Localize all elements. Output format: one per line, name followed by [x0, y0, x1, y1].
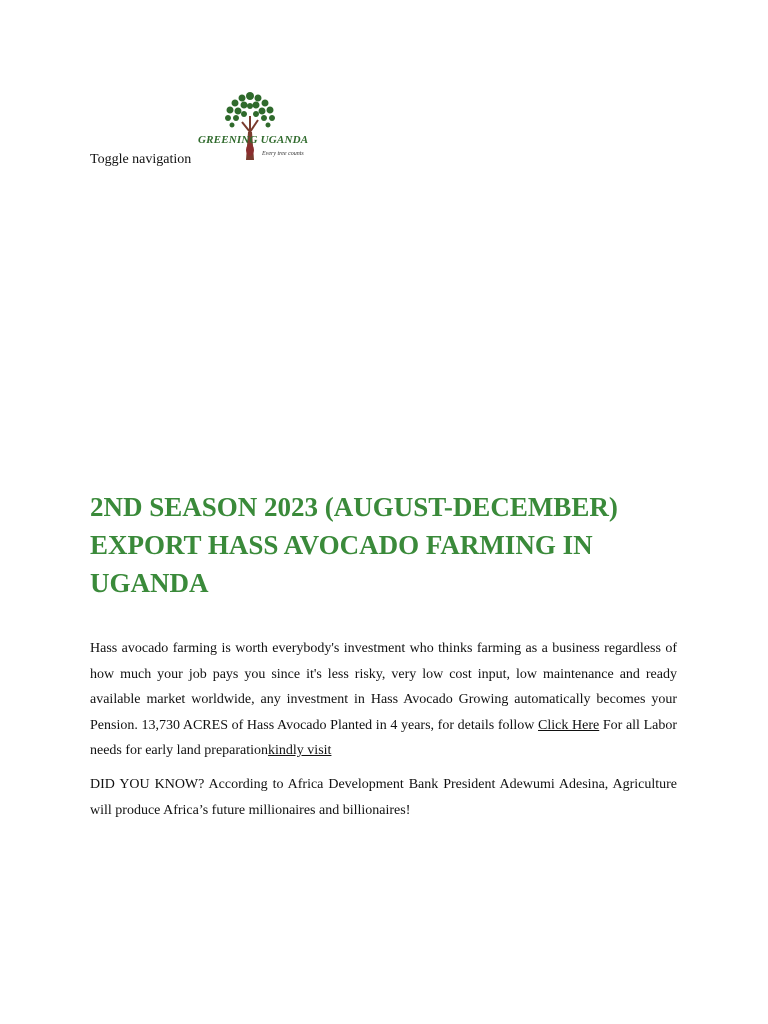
labor-text: For all Labor needs for early land preparation — [90, 717, 678, 758]
greening-uganda-logo[interactable] — [198, 88, 324, 168]
logo-wordmark: GREENING UGANDA — [198, 134, 309, 146]
kindly-visit-link[interactable]: kindly visit — [268, 743, 332, 758]
intro-paragraph — [90, 636, 677, 764]
logo-tagline: Every tree counts — [262, 151, 304, 157]
did-you-know-paragraph: DID YOU KNOW? According to Africa Development Bank President Adewumi Adesina, Agriculture will produce Africa’s future millionaires and billionaires! — [90, 777, 677, 818]
article-title: 2ND SEASON 2023 (AUGUST-DECEMBER) EXPORT HASS AVOCADO FARMING IN UGANDA — [90, 492, 618, 598]
click-here-link[interactable]: Click Here — [538, 717, 600, 733]
intro-text: Hass avocado farming is worth everybody's investment who thinks farming as a business regardless of how much your job pays you since it's less risky, very low cost input, low maintenance and ready available market worldwide, any investment in Hass Avocado Growing automatically becomes your Pension. 13,730 ACRES of Hass Avocado Planted in 4 years, for details follow — [90, 641, 677, 733]
toggle-navigation-button[interactable]: Toggle navigation — [90, 152, 192, 167]
navbar — [90, 88, 330, 172]
tree-logo-icon — [198, 88, 324, 168]
